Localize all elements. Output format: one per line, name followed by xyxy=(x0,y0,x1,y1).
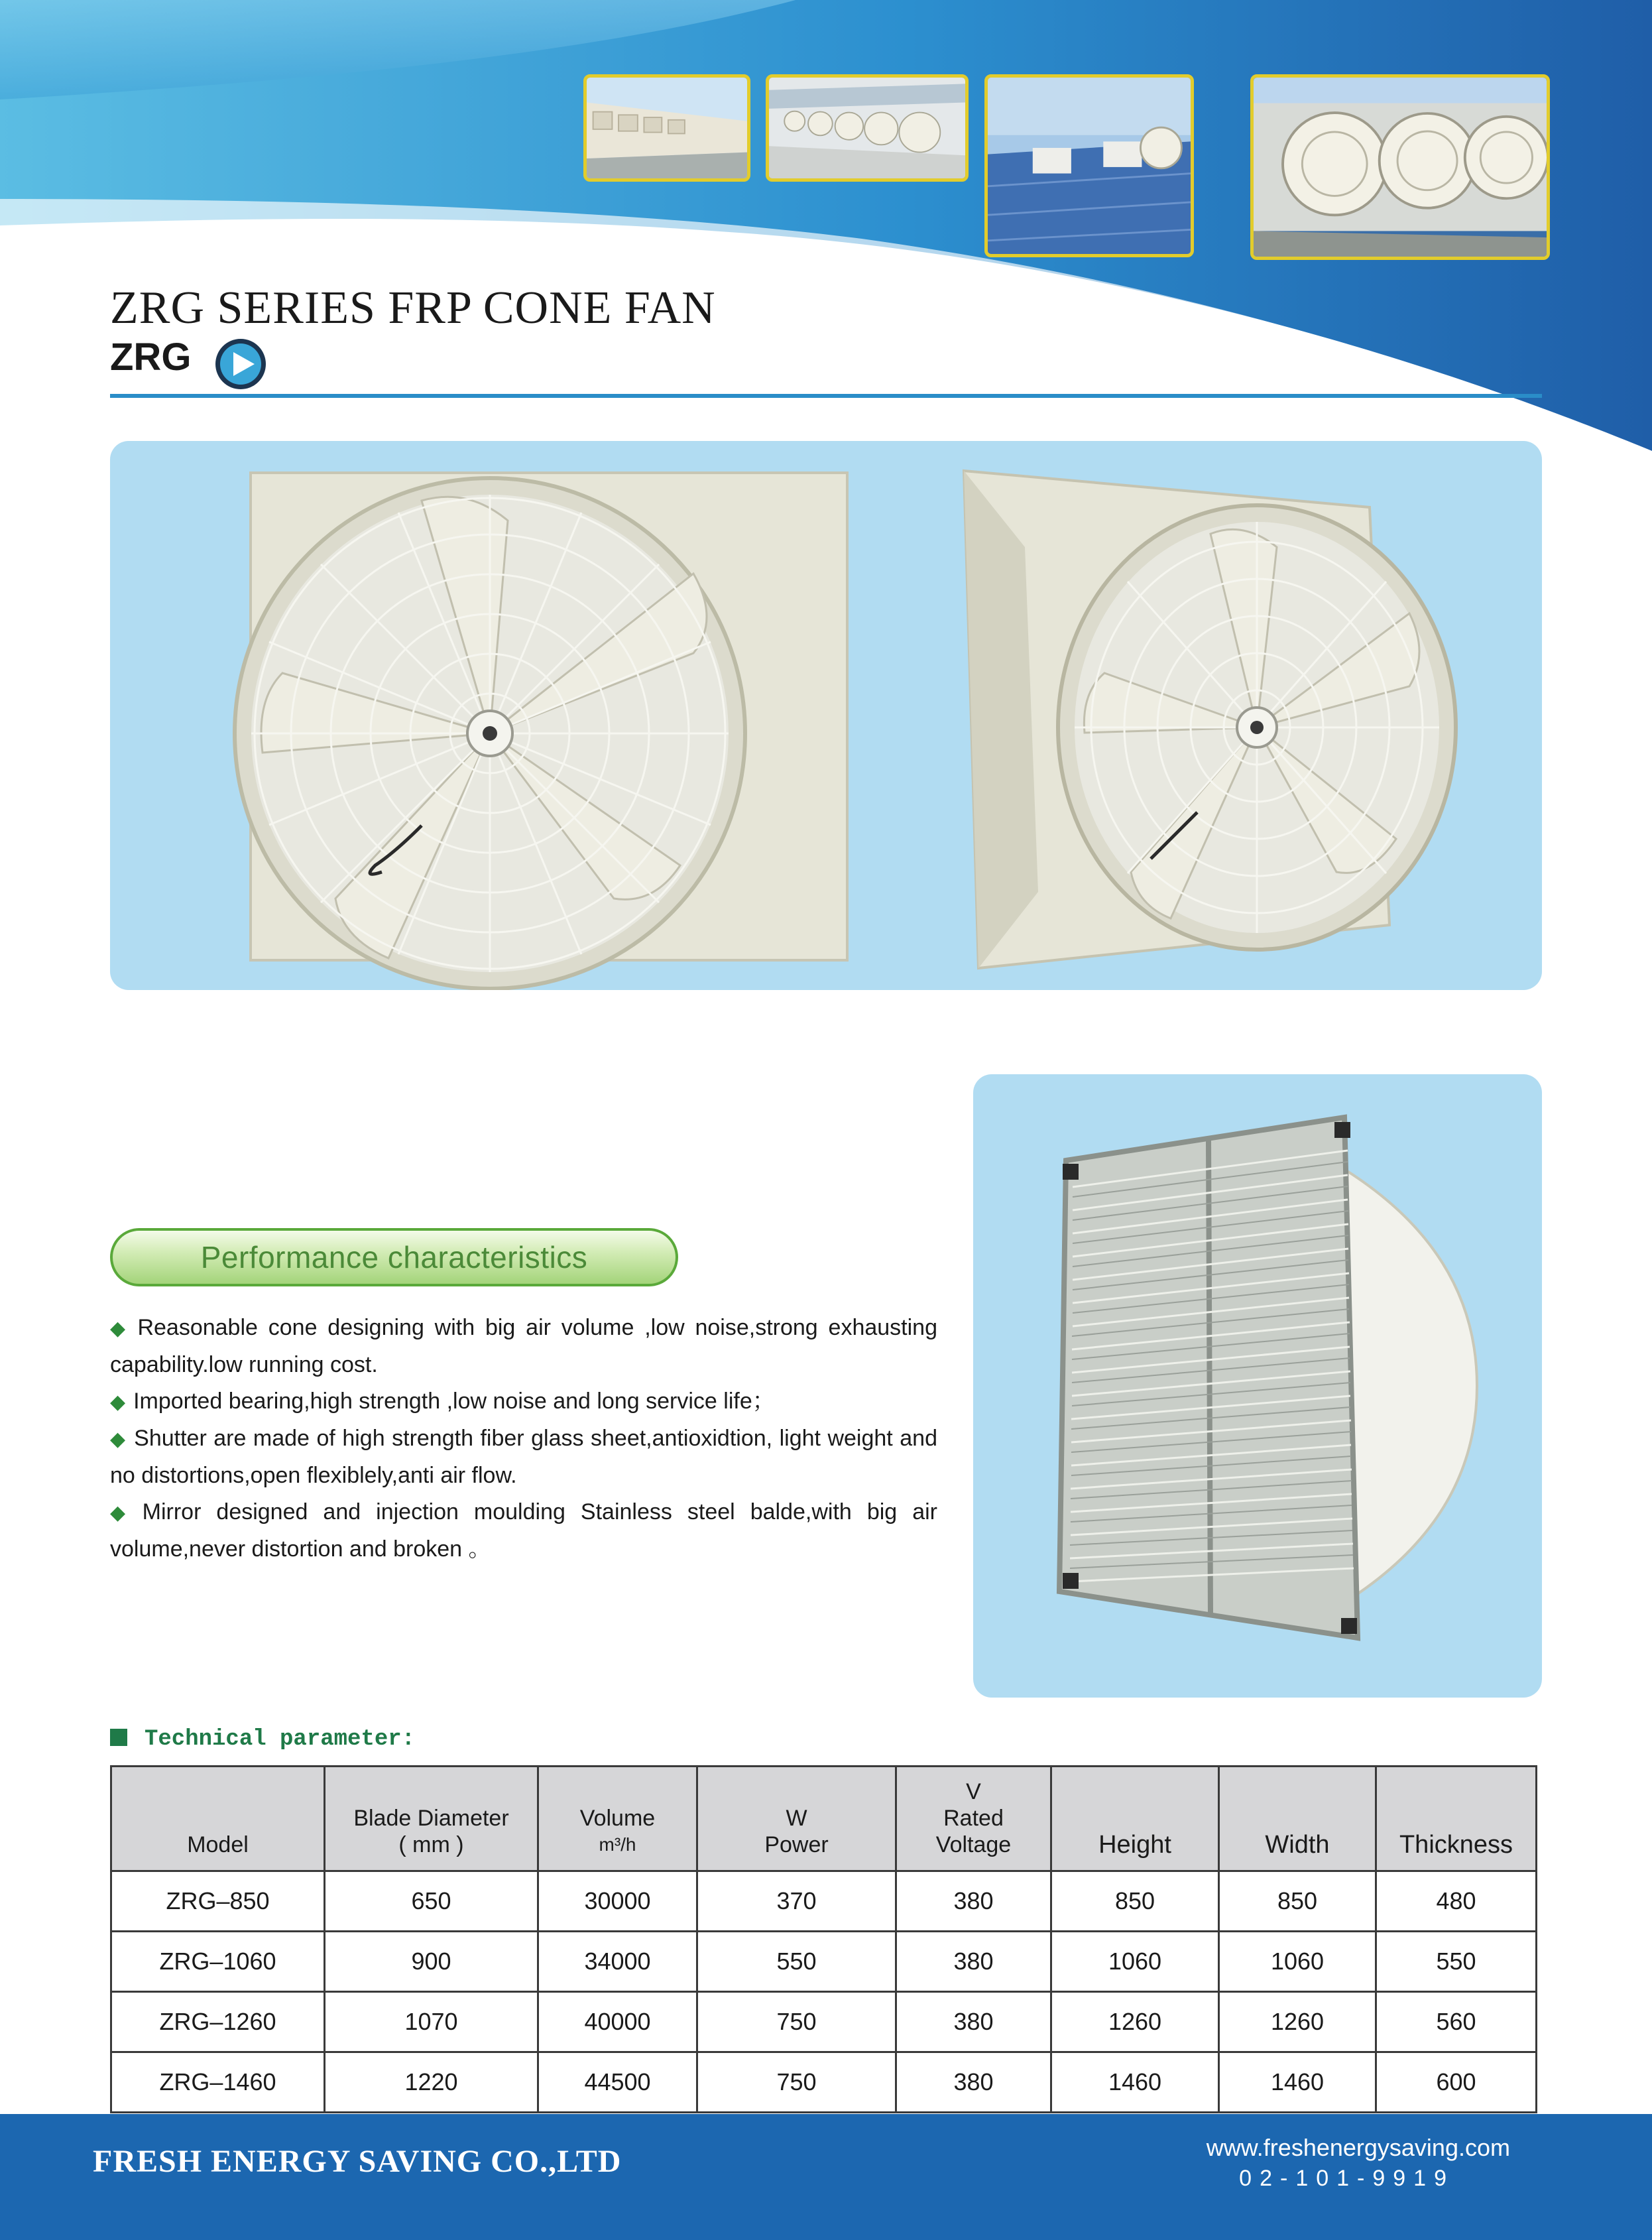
cell-volume: 34000 xyxy=(538,1932,697,1992)
cell-blade-diameter: 900 xyxy=(325,1932,538,1992)
column-header-width: Width xyxy=(1219,1767,1376,1871)
cell-volume: 40000 xyxy=(538,1992,697,2052)
title-divider xyxy=(110,394,1542,398)
list-item: ◆ Reasonable cone designing with big air volume ,low noise,strong exhausting capability.low running cost. xyxy=(110,1315,937,1377)
cell-power: 750 xyxy=(697,2052,896,2113)
diamond-bullet-icon: ◆ xyxy=(110,1502,135,1524)
cell-voltage: 380 xyxy=(896,2052,1051,2113)
website-link[interactable]: www.freshenergysaving.com xyxy=(1206,2134,1510,2161)
column-header-height: Height xyxy=(1051,1767,1219,1871)
photo-thumbnail xyxy=(583,74,750,182)
photo-thumbnail xyxy=(984,74,1194,257)
list-item: ◆ Shutter are made of high strength fiber glass sheet,antioxidtion, light weight and no distortions,open flexiblely,anti air flow. xyxy=(110,1426,937,1488)
cell-thickness: 600 xyxy=(1376,2052,1537,2113)
cell-power: 550 xyxy=(697,1932,896,1992)
cell-width: 1260 xyxy=(1219,1992,1376,2052)
cell-height: 1260 xyxy=(1051,1992,1219,2052)
cell-thickness: 560 xyxy=(1376,1992,1537,2052)
table-row xyxy=(111,1871,1537,1932)
performance-heading: Performance characteristics xyxy=(200,1240,588,1275)
performance-heading-pill xyxy=(110,1228,678,1286)
photo-thumbnail xyxy=(766,74,969,182)
diamond-bullet-icon: ◆ xyxy=(110,1318,130,1339)
diamond-bullet-icon: ◆ xyxy=(110,1391,126,1413)
cell-height: 1460 xyxy=(1051,2052,1219,2113)
column-header-power: W Power xyxy=(697,1767,896,1871)
cell-thickness: 550 xyxy=(1376,1932,1537,1992)
cell-volume: 30000 xyxy=(538,1871,697,1932)
table-row xyxy=(111,1992,1537,2052)
cell-volume: 44500 xyxy=(538,2052,697,2113)
shutter-photo-panel xyxy=(973,1074,1542,1698)
column-header-blade-diameter: Blade Diameter ( mm ) xyxy=(325,1767,538,1871)
cell-blade-diameter: 1220 xyxy=(325,2052,538,2113)
list-item: ◆ Mirror designed and injection moulding Stainless steel balde,with big air volume,never distortion and broken 。 xyxy=(110,1499,937,1562)
cell-width: 850 xyxy=(1219,1871,1376,1932)
diamond-bullet-icon: ◆ xyxy=(110,1428,127,1450)
cell-model: ZRG–850 xyxy=(111,1871,325,1932)
page-title: ZRG SERIES FRP CONE FAN xyxy=(110,282,716,334)
cell-height: 850 xyxy=(1051,1871,1219,1932)
play-circle-icon xyxy=(213,337,268,391)
list-item: ◆ Imported bearing,high strength ,low noise and long service life； xyxy=(110,1389,775,1414)
column-header-model: Model xyxy=(111,1767,325,1871)
series-code: ZRG xyxy=(110,336,192,379)
cell-voltage: 380 xyxy=(896,1871,1051,1932)
table-row xyxy=(111,1932,1537,1992)
cell-width: 1460 xyxy=(1219,2052,1376,2113)
table-header-row xyxy=(111,1767,1537,1871)
cell-model: ZRG–1460 xyxy=(111,2052,325,2113)
cell-model: ZRG–1260 xyxy=(111,1992,325,2052)
technical-table xyxy=(110,1765,1537,2113)
cell-voltage: 380 xyxy=(896,1932,1051,1992)
table-row xyxy=(111,2052,1537,2113)
cone-fan-illustration xyxy=(110,441,1542,990)
cell-power: 370 xyxy=(697,1871,896,1932)
performance-list xyxy=(110,1310,937,1568)
cell-width: 1060 xyxy=(1219,1932,1376,1992)
cell-power: 750 xyxy=(697,1992,896,2052)
column-header-voltage: V Rated Voltage xyxy=(896,1767,1051,1871)
square-marker-icon xyxy=(110,1729,127,1746)
phone-number: 02-101-9919 xyxy=(1239,2166,1454,2191)
technical-heading: Technical parameter: xyxy=(110,1727,415,1752)
cell-blade-diameter: 1070 xyxy=(325,1992,538,2052)
cell-model: ZRG–1060 xyxy=(111,1932,325,1992)
cell-blade-diameter: 650 xyxy=(325,1871,538,1932)
cell-voltage: 380 xyxy=(896,1992,1051,2052)
column-header-thickness: Thickness xyxy=(1376,1767,1537,1871)
cell-height: 1060 xyxy=(1051,1932,1219,1992)
photo-thumbnail xyxy=(1250,74,1550,260)
shutter-illustration xyxy=(973,1074,1542,1698)
cell-thickness: 480 xyxy=(1376,1871,1537,1932)
product-photo-panel xyxy=(110,441,1542,990)
company-name: FRESH ENERGY SAVING CO.,LTD xyxy=(93,2144,622,2179)
column-header-volume: Volume m³/h xyxy=(538,1767,697,1871)
